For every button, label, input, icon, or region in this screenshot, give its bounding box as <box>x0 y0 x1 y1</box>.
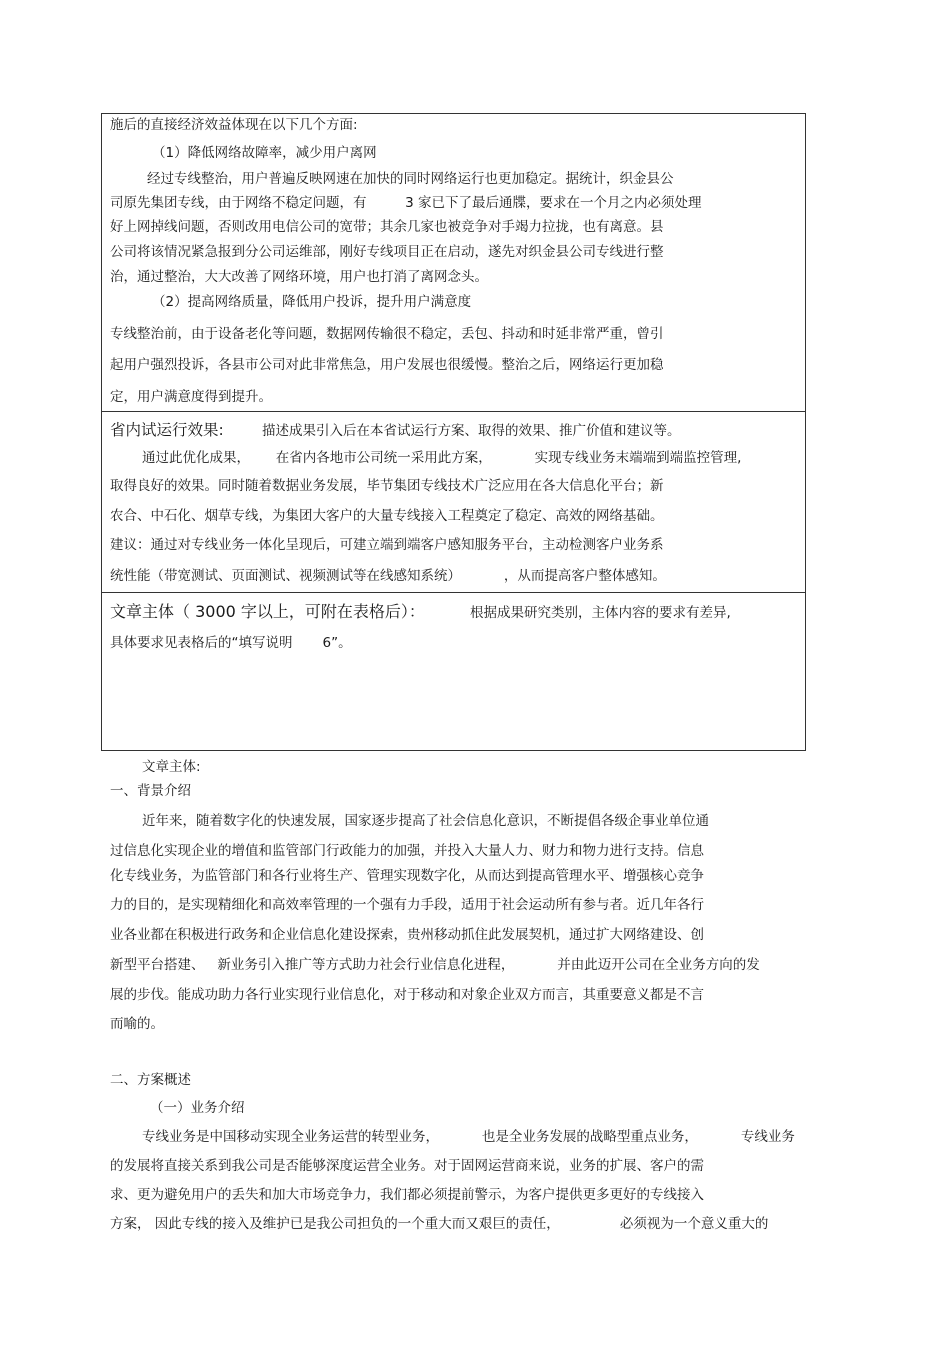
article-title: 文章主体: <box>142 759 201 775</box>
paragraph-line: 化专线业务，为监管部门和各行业将生产、管理实现数字化，从而达到提高管理水平、增强核心竞争 <box>110 868 704 884</box>
impact-para-line: 起用户强烈投诉，各县市公司对此非常焦急，用户发展也很缓慢。整治之后，网络运行更加稳 <box>110 357 664 373</box>
trial-heading: 省内试运行效果: <box>110 421 224 439</box>
impact-point-2-heading: （2）提高网络质量，降低用户投诉，提升用户满意度 <box>152 294 472 310</box>
paragraph-line: 而喻的。 <box>110 1016 164 1032</box>
impact-intro: 施后的直接经济效益体现在以下几个方面: <box>110 117 358 133</box>
trial-para-line: 农合、中石化、烟草专线，为集团大客户的大量专线接入工程奠定了稳定、高效的网络基础。 <box>110 508 664 524</box>
impact-para-line: 专线整治前，由于设备老化等问题，数据网传输很不稳定，丢包、抖动和时延非常严重，曾引 <box>110 326 664 342</box>
impact-para-line: 司原先集团专线，由于网络不稳定问题，有 3 家已下了最后通牒，要求在一个月之内必须处理 <box>110 195 702 211</box>
trial-para-line: 统性能（带宽测试、页面测试、视频测试等在线感知系统） ，从而提高客户整体感知。 <box>110 568 666 584</box>
paragraph-line: 业各业都在积极进行政务和企业信息化建设探索，贵州移动抓住此发展契机，通过扩大网络建设、创 <box>110 927 704 943</box>
paragraph-line: 近年来，随着数字化的快速发展，国家逐步提高了社会信息化意识，不断提倡各级企事业单位通 <box>142 813 709 829</box>
paragraph-line: 的发展将直接关系到我公司是否能够深度运营全业务。对于固网运营商来说，业务的扩展、客户的需 <box>110 1158 704 1174</box>
section-heading: 二、方案概述 <box>110 1072 191 1088</box>
paragraph-line: 过信息化实现企业的增值和监管部门行政能力的加强，并投入大量人力、财力和物力进行支持。信息 <box>110 843 704 859</box>
trial-description: 描述成果引入后在本省试运行方案、取得的效果、推广价值和建议等。 <box>262 423 681 439</box>
paragraph-line: 新型平台搭建、 新业务引入推广等方式助力社会行业信息化进程， 并由此迈开公司在全业务方向的发 <box>110 957 760 973</box>
body-req-description: 根据成果研究类别，主体内容的要求有差异, <box>470 605 731 621</box>
body-req-line: 具体要求见表格后的“填写说明 6”。 <box>110 635 352 651</box>
impact-para-line: 公司将该情况紧急报到分公司运维部，刚好专线项目正在启动，遂先对织金县公司专线进行整 <box>110 244 664 260</box>
subsection-heading: （一）业务介绍 <box>150 1100 245 1116</box>
body-req-heading: 文章主体（ 3000 字以上，可附在表格后）： <box>110 602 425 621</box>
impact-para-line: 治，通过整治，大大改善了网络环境，用户也打消了离网念头。 <box>110 269 488 285</box>
paragraph-line: 专线业务是中国移动实现全业务运营的转型业务， 也是全业务发展的战略型重点业务， 专线业务 <box>142 1129 795 1145</box>
impact-point-1-heading: （1）降低网络故障率，减少用户离网 <box>152 145 377 161</box>
trial-para-line: 取得良好的效果。同时随着数据业务发展，毕节集团专线技术广泛应用在各大信息化平台；新 <box>110 478 664 494</box>
trial-para-line: 建议：通过对专线业务一体化呈现后，可建立端到端客户感知服务平台，主动检测客户业务系 <box>110 537 664 553</box>
section-divider <box>101 592 806 593</box>
impact-para-line: 经过专线整治，用户普遍反映网速在加快的同时网络运行也更加稳定。据统计，织金县公 <box>147 171 674 187</box>
paragraph-line: 方案， 因此专线的接入及维护已是我公司担负的一个重大而又艰巨的责任， 必须视为一个意义重大的 <box>110 1216 769 1232</box>
trial-para-line: 通过此优化成果， 在省内各地市公司统一采用此方案， 实现专线业务末端端到端监控管理, <box>142 450 742 466</box>
paragraph-line: 求、更为避免用户的丢失和加大市场竞争力，我们都必须提前警示，为客户提供更多更好的专线接入 <box>110 1187 704 1203</box>
section-divider <box>101 411 806 412</box>
impact-para-line: 定，用户满意度得到提升。 <box>110 389 272 405</box>
paragraph-line: 力的目的，是实现精细化和高效率管理的一个强有力手段，适用于社会运动所有参与者。近几年各行 <box>110 897 704 913</box>
paragraph-line: 展的步伐。能成功助力各行业实现行业信息化，对于移动和对象企业双方而言，其重要意义都是不言 <box>110 987 704 1003</box>
impact-para-line: 好上网掉线问题，否则改用电信公司的宽带；其余几家也被竞争对手竭力拉拢，也有离意。县 <box>110 219 664 235</box>
section-heading: 一、背景介绍 <box>110 783 191 799</box>
